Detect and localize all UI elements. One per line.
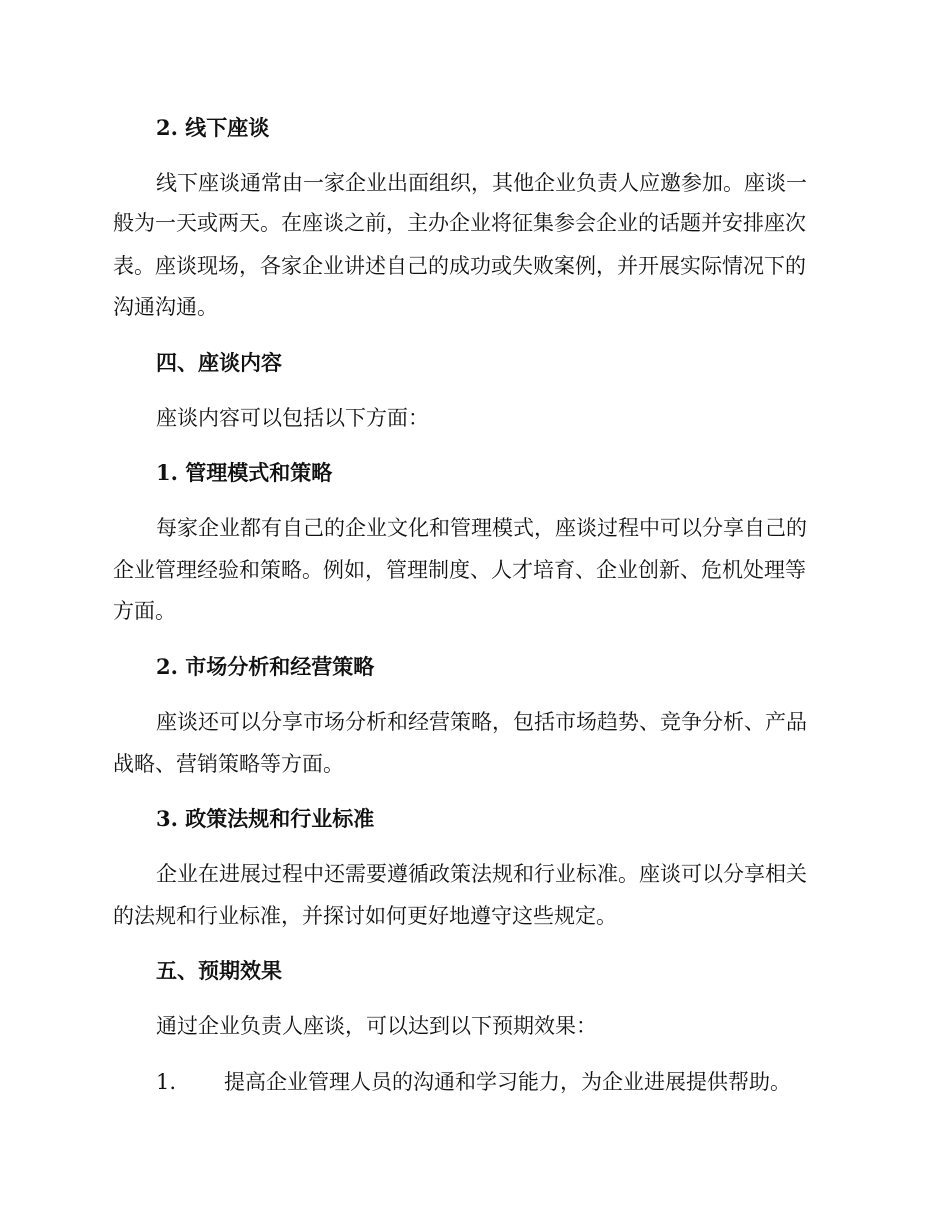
paragraph-line: 企业管理经验和策略。例如，管理制度、人才培育、企业创新、危机处理等 — [113, 558, 806, 582]
heading-management: 1. 管理模式和策略 — [156, 460, 333, 485]
paragraph-line: 每家企业都有自己的企业文化和管理模式，座谈过程中可以分享自己的 — [156, 516, 807, 540]
heading-seminar-content: 四、座谈内容 — [156, 350, 282, 375]
paragraph-line: 线下座谈通常由一家企业出面组织，其他企业负责人应邀参加。座谈一 — [156, 171, 807, 195]
list-text: 提高企业管理人员的沟通和学习能力，为企业进展提供帮助。 — [224, 1070, 791, 1094]
heading-market: 2. 市场分析和经营策略 — [156, 654, 375, 679]
list-number: 1. — [156, 1070, 177, 1094]
paragraph-line: 方面。 — [113, 599, 176, 623]
paragraph-line: 座谈内容可以包括以下方面： — [156, 406, 429, 430]
heading-offline-seminar: 2. 线下座谈 — [156, 115, 270, 140]
paragraph-line: 沟通沟通。 — [113, 295, 218, 319]
heading-expected-effects: 五、预期效果 — [156, 958, 282, 983]
paragraph-line: 般为一天或两天。在座谈之前，主办企业将征集参会企业的话题并安排座次 — [113, 211, 806, 235]
paragraph-line: 表。座谈现场，各家企业讲述自己的成功或失败案例，并开展实际情况下的 — [113, 254, 806, 278]
paragraph-line: 战略、营销策略等方面。 — [113, 752, 344, 776]
paragraph-line: 企业在进展过程中还需要遵循政策法规和行业标准。座谈可以分享相关 — [156, 862, 807, 886]
paragraph-line: 通过企业负责人座谈，可以达到以下预期效果： — [156, 1014, 597, 1038]
heading-policy: 3. 政策法规和行业标准 — [156, 806, 375, 831]
paragraph-line: 座谈还可以分享市场分析和经营策略，包括市场趋势、竞争分析、产品 — [156, 710, 807, 734]
paragraph-line: 的法规和行业标准，并探讨如何更好地遵守这些规定。 — [113, 904, 617, 928]
